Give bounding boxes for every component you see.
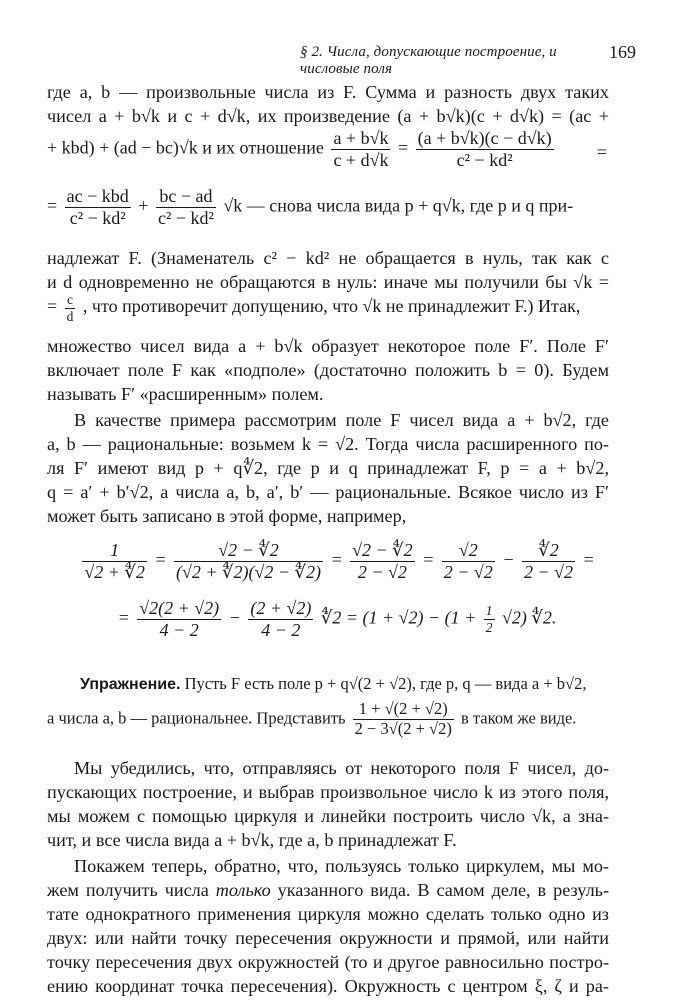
- equals-sign: =: [47, 296, 58, 317]
- fraction: [331, 128, 390, 170]
- denominator: d: [66, 308, 74, 324]
- fraction: [174, 540, 323, 582]
- text-segment: √k — снова числа вида p + q√k, где p и q при-: [223, 195, 574, 216]
- running-title: § 2. Числа, допускающие построение, и числовые поля: [300, 44, 557, 77]
- equals-sign: =: [582, 549, 595, 570]
- numerator: √2 − ∜2: [174, 540, 323, 562]
- denominator: 2 − √2: [523, 561, 573, 582]
- page-number: 169: [609, 42, 636, 62]
- numerator: ac − kbd: [66, 186, 129, 206]
- denominator: (√2 + ∜2)(√2 − ∜2): [176, 561, 321, 582]
- equals-sign: =: [422, 549, 435, 570]
- emphasis: только: [215, 880, 271, 900]
- denominator: 2 − √2: [357, 561, 407, 582]
- text-line: тате однократного применения циркуля можно сделать только одно из: [47, 904, 609, 924]
- formula-segment: ∜2 = (1 + √2) − (1 +: [320, 607, 477, 628]
- numerator: (2 + √2): [250, 598, 312, 618]
- exercise-text: Пусть F есть поле p + q√(2 + √2), где p, q — вида a + b√2,: [184, 674, 587, 693]
- exercise-title: Упражнение.: [80, 676, 181, 693]
- numerator: a + b√k: [333, 128, 389, 148]
- fraction: [353, 700, 454, 739]
- text-line: включает поле F как «подполе» (достаточно положить b = 0). Будем: [47, 360, 609, 380]
- text-line: где a, b — произвольные числа из F. Сумма и разность двух таких: [47, 82, 609, 102]
- denominator: c² − kd²: [456, 149, 513, 170]
- plus-sign: +: [138, 195, 149, 216]
- text-line: В качестве примера рассмотрим поле F чисел вида a + b√2, где: [74, 410, 609, 430]
- denominator: 2 − √2: [443, 561, 493, 582]
- equals-sign: =: [154, 549, 167, 570]
- denominator: c² − kd²: [69, 207, 126, 228]
- exercise-text: в таком же виде.: [460, 708, 577, 728]
- exercise-line: [47, 700, 622, 739]
- fraction: [442, 540, 495, 582]
- text-segment: жем получить числа: [47, 880, 209, 900]
- fraction: [350, 540, 415, 582]
- numerator: 1: [485, 603, 493, 619]
- text-line: надлежат F. (Знаменатель c² − kd² не обращается в нуль, так как c: [47, 248, 609, 268]
- numerator: ∜2: [522, 540, 575, 562]
- display-formula: [56, 598, 618, 640]
- equals-sign: =: [117, 607, 130, 628]
- denominator: c + d√k: [333, 149, 389, 170]
- text-line-with-fractions: [47, 186, 609, 242]
- fraction: [82, 540, 147, 582]
- numerator: (a + b√k)(c − d√k): [417, 128, 552, 148]
- text-line: Покажем теперь, обратно, что, пользуясь только циркулем, мы мо-: [74, 856, 609, 876]
- text-line: ению координат точка пересечения). Окружность с центром ξ, ζ и ра-: [47, 976, 609, 996]
- numerator: √2 − ∜2: [352, 540, 413, 560]
- text-segment: указанного вида. В самом деле, в резуль-: [277, 880, 610, 900]
- text-line: мы можем с помощью циркуля и линейки построить число √k, а зна-: [47, 806, 609, 826]
- text-line: чисел a + b√k и c + d√k, их произведение (a + b√k)(c + d√k) = (ac +: [47, 106, 609, 126]
- equals-sign: =: [397, 137, 409, 158]
- fraction: [522, 540, 575, 582]
- exercise-line: [80, 674, 620, 694]
- text-line: q = a′ + b′√2, а числа a, b, a′, b′ — рациональные. Всякое число из F′: [47, 482, 609, 502]
- formula-segment: √2) ∜2.: [502, 607, 557, 628]
- denominator: 2 − 3√(2 + √2): [354, 718, 452, 738]
- text-line: пускающих построение, и выбрав произвольное число k из этого поля,: [47, 782, 609, 802]
- denominator: 4 − 2: [159, 619, 199, 640]
- text-line: точку пересечения двух окружностей (то и другое равносильно постро-: [47, 952, 609, 972]
- fraction: [248, 598, 313, 640]
- text-line: может быть записано в этой форме, например,: [47, 506, 407, 526]
- text-line: называть F′ «расширенным» полем.: [47, 384, 324, 404]
- fraction: [65, 292, 76, 324]
- fraction: [65, 186, 131, 228]
- text-line: [47, 878, 609, 902]
- text-line: Мы убедились, что, отправляясь от некоторого поля F чисел, до-: [74, 758, 609, 778]
- numerator: 1: [82, 540, 147, 562]
- text-line: двух: или найти точку пересечения окружности и прямой, или найти: [47, 928, 609, 948]
- numerator: c: [65, 292, 76, 309]
- display-formula: [56, 540, 618, 582]
- text-line-with-fractions: [47, 128, 609, 184]
- text-line: ля F′ имеют вид p + q∜2, где p и q принадлежат F, p = a + b√2,: [47, 458, 609, 478]
- text-line: a, b — рациональные: возьмем k = √2. Тогда числа расширенного по-: [47, 434, 609, 454]
- denominator: 4 − 2: [261, 619, 301, 640]
- denominator: c² − kd²: [157, 207, 214, 228]
- numerator: √2(2 + √2): [139, 598, 220, 618]
- equals-sign: =: [596, 142, 607, 162]
- denominator: √2 + ∜2: [84, 561, 145, 582]
- page-header: [300, 42, 636, 77]
- fraction: [484, 603, 495, 635]
- text-line: множество чисел вида a + b√k образует некоторое поле F′. Поле F′: [47, 336, 609, 356]
- fraction: [156, 186, 216, 228]
- text-line-with-fractions: [47, 292, 609, 332]
- exercise-text: а числа a, b — рациональнее. Представить: [47, 708, 346, 728]
- text-segment: , что противоречит допущению, что √k не принадлежит F.) Итак,: [82, 296, 581, 317]
- denominator: 2: [485, 619, 493, 635]
- minus-sign: −: [228, 607, 241, 628]
- numerator: bc − ad: [156, 186, 216, 208]
- equals-sign: =: [330, 549, 343, 570]
- text-segment: + kbd) + (ad − bc)√k и их отношение: [47, 137, 324, 158]
- fraction: [416, 128, 554, 170]
- equals-sign: =: [47, 195, 58, 216]
- numerator: 1 + √(2 + √2): [353, 700, 454, 720]
- text-line: и d одновременно не обращаются в нуль: иначе мы получили бы √k =: [47, 272, 609, 292]
- text-line: чит, и все числа вида a + b√k, где a, b принадлежат F.: [47, 830, 457, 850]
- numerator: √2: [442, 540, 495, 562]
- minus-sign: −: [502, 549, 515, 570]
- fraction: [137, 598, 221, 640]
